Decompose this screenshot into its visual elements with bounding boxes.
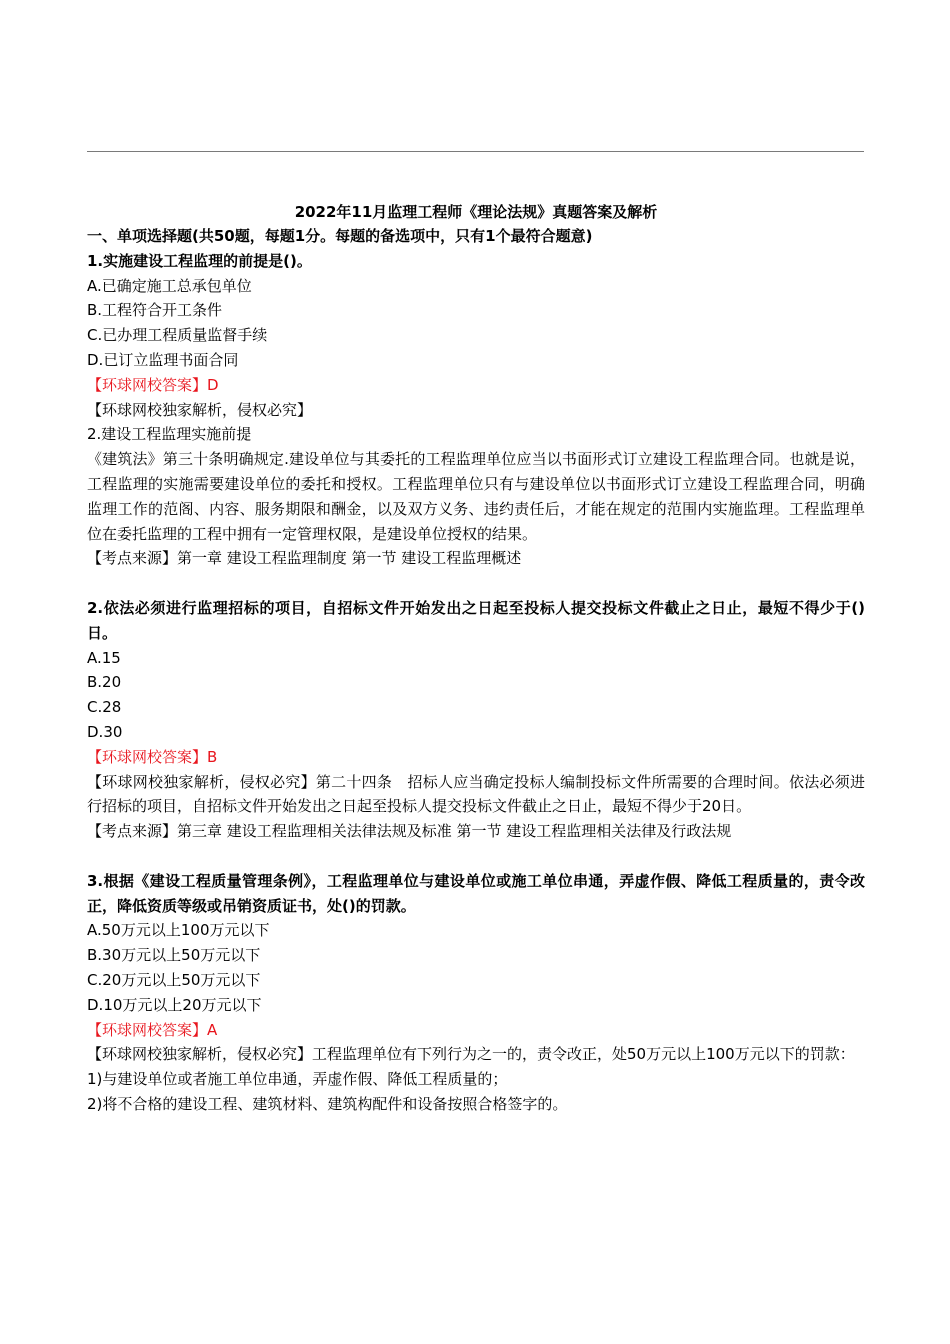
analysis-paragraph: 【环球网校独家解析，侵权必究】第二十四条 招标人应当确定投标人编制投标文件所需要的合理时间。依法必须进行招标的项目，自招标文件开始发出之日起至投标人提交投标文件截止之日止，最短不得少于20日。 — [87, 772, 865, 816]
header-rule — [87, 151, 864, 152]
option-d: D.已订立监理书面合同 — [87, 350, 239, 369]
analysis-item-2: 2)将不合格的建设工程、建筑材料、建筑构配件和设备按照合格签字的。 — [87, 1094, 568, 1113]
option-b: B.30万元以上50万元以下 — [87, 946, 261, 965]
option-a: A.已确定施工总承包单位 — [87, 276, 252, 295]
analysis-heading: 2.建设工程监理实施前提 — [87, 425, 252, 444]
document-body — [87, 200, 865, 1117]
source-line: 【考点来源】第一章 建设工程监理制度 第一节 建设工程监理概述 — [87, 549, 522, 568]
option-a: A.50万元以上100万元以下 — [87, 921, 270, 940]
question-stem: 3.根据《建设工程质量管理条例》，工程监理单位与建设单位或施工单位串通，弄虚作假、降低工程质量的，责令改正，降低资质等级或吊销资质证书，处()的罚款。 — [87, 871, 865, 915]
answer-line: 【环球网校答案】D — [87, 375, 219, 394]
analysis-tag: 【环球网校独家解析，侵权必究】 — [87, 400, 313, 419]
question-stem: 2.依法必须进行监理招标的项目，自招标文件开始发出之日起至投标人提交投标文件截止之日止，最短不得少于()日。 — [87, 598, 865, 642]
document-title: 2022年11月监理工程师《理论法规》真题答案及解析 — [294, 203, 658, 221]
section-heading: 一、单项选择题(共50题，每题1分。每题的备选项中，只有1个最符合题意) — [87, 227, 593, 245]
analysis-item-1: 1)与建设单位或者施工单位串通，弄虚作假、降低工程质量的； — [87, 1070, 508, 1089]
spacer — [87, 844, 865, 869]
option-c: C.20万元以上50万元以下 — [87, 970, 261, 989]
analysis-paragraph: 《建筑法》第三十条明确规定.建设单位与其委托的工程监理单位应当以书面形式订立建设工程监理合同。也就是说，工程监理的实施需要建设单位的委托和授权。工程监理单位只有与建设单位以书面形式订立建设工程监理合同，明确监理工作的范阁、内容、服务期限和酬金，以及双方义务、违约责任后，才能在规定的范围内实施监理。工程监理单位在委托监理的工程中拥有一定管理权限，是建设单位授权的结果。 — [87, 450, 865, 543]
option-d: D.10万元以上20万元以下 — [87, 995, 262, 1014]
source-line: 【考点来源】第三章 建设工程监理相关法律法规及标准 第一节 建设工程监理相关法律及行政法规 — [87, 822, 732, 841]
option-d: D.30 — [87, 722, 123, 741]
analysis-paragraph: 【环球网校独家解析，侵权必究】工程监理单位有下列行为之一的，责令改正，处50万元以上100万元以下的罚款： — [87, 1045, 855, 1064]
question-3 — [87, 869, 865, 1117]
answer-line: 【环球网校答案】A — [87, 1020, 218, 1039]
question-2 — [87, 596, 865, 844]
option-c: C.28 — [87, 698, 122, 717]
answer-line: 【环球网校答案】B — [87, 747, 218, 766]
spacer — [87, 571, 865, 596]
option-c: C.已办理工程质量监督手续 — [87, 326, 268, 345]
option-b: B.20 — [87, 673, 122, 692]
question-1 — [87, 249, 865, 571]
option-a: A.15 — [87, 648, 121, 667]
option-b: B.工程符合开工条件 — [87, 301, 223, 320]
question-stem: 1.实施建设工程监理的前提是()。 — [87, 251, 312, 270]
